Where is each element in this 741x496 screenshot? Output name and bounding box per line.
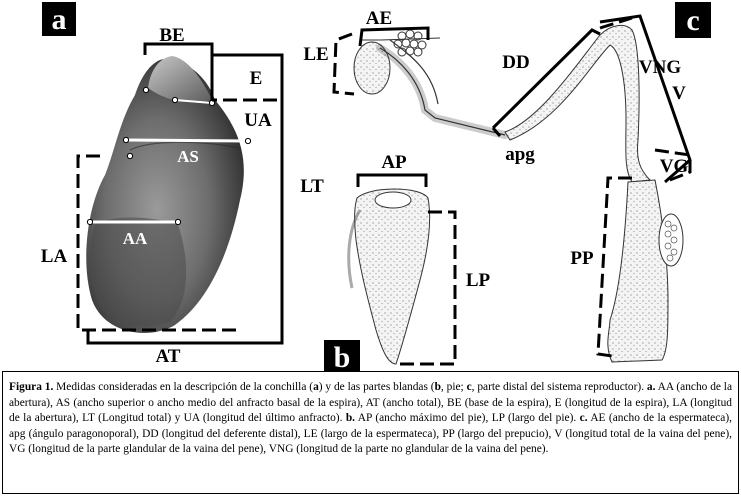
label-dd: DD <box>502 52 530 73</box>
label-e: E <box>249 68 263 89</box>
label-la: LA <box>40 246 68 267</box>
label-vg: VG <box>659 156 689 177</box>
panel-c-reproductive <box>303 2 711 362</box>
label-lp: LP <box>465 270 491 291</box>
caption-ref-a: a <box>313 381 319 393</box>
label-v: V <box>672 83 686 104</box>
panel-b-letter: b <box>333 341 351 372</box>
foot-body <box>355 189 430 364</box>
label-ua: UA <box>244 110 272 131</box>
label-pp: PP <box>570 248 594 269</box>
caption-ref-b: b <box>434 381 441 393</box>
label-apg: apg <box>505 144 535 165</box>
label-as: AS <box>177 147 199 166</box>
as-line <box>126 140 248 141</box>
caption-mid2: , pie; <box>440 381 467 393</box>
prepuce <box>608 180 668 362</box>
caption-text-a: AA (ancho de la abertura), AS (ancho superior o ancho medio del anfracto basal de la espira), AT (ancho total), BE (base de la espira), E (longitud de la espira), LA (longitud de la abertura), LT (Longitud total) y UA (longitud del último anfracto). <box>9 381 733 425</box>
caption-title: Figura 1. <box>9 381 54 393</box>
panel-b-foot <box>324 152 491 372</box>
caption-section-b: b. <box>345 412 356 425</box>
label-lt: LT <box>300 176 324 197</box>
label-ap: AP <box>381 152 407 173</box>
operculum <box>375 192 411 208</box>
label-at: AT <box>155 346 181 367</box>
label-aa: AA <box>122 229 148 248</box>
ap-bracket <box>358 175 426 187</box>
label-be: BE <box>159 25 185 46</box>
caption-ref-c: c <box>466 381 472 393</box>
caption-section-a: a. <box>646 381 656 393</box>
caption-intro: Medidas consideradas en la descripción de la conchilla ( <box>53 381 314 393</box>
panel-a-letter: a <box>51 3 67 36</box>
panel-c-letter: c <box>686 4 700 37</box>
le-box <box>334 34 354 94</box>
caption-text-c: AE (ancho de la espermateca), apg (ángulo paragonoporal), DD (longitud del deferente distal), LE (largo de la espermateca), PP (largo del prepucio), V (longitud total de la vaina del pene), VG (longitud de la parte glandular de la vaina del pene), VNG (longitud de la parte no glandular de la vaina del pene). <box>9 412 732 456</box>
e-box <box>212 55 282 100</box>
caption-mid3: , parte distal del sistema reproductor). <box>471 381 647 393</box>
panel-a-shell <box>41 2 324 367</box>
caption-text-b: AP (ancho máximo del pie), LP (largo del pie). <box>355 412 580 425</box>
albumen-gland-cluster <box>394 30 426 56</box>
caption-section-c: c. <box>579 412 588 425</box>
label-ae: AE <box>365 8 393 29</box>
figure-caption <box>2 371 739 494</box>
caption-mid1: ) y de las partes blandas ( <box>318 381 435 393</box>
label-le: LE <box>303 44 329 65</box>
label-vng: VNG <box>638 57 682 78</box>
